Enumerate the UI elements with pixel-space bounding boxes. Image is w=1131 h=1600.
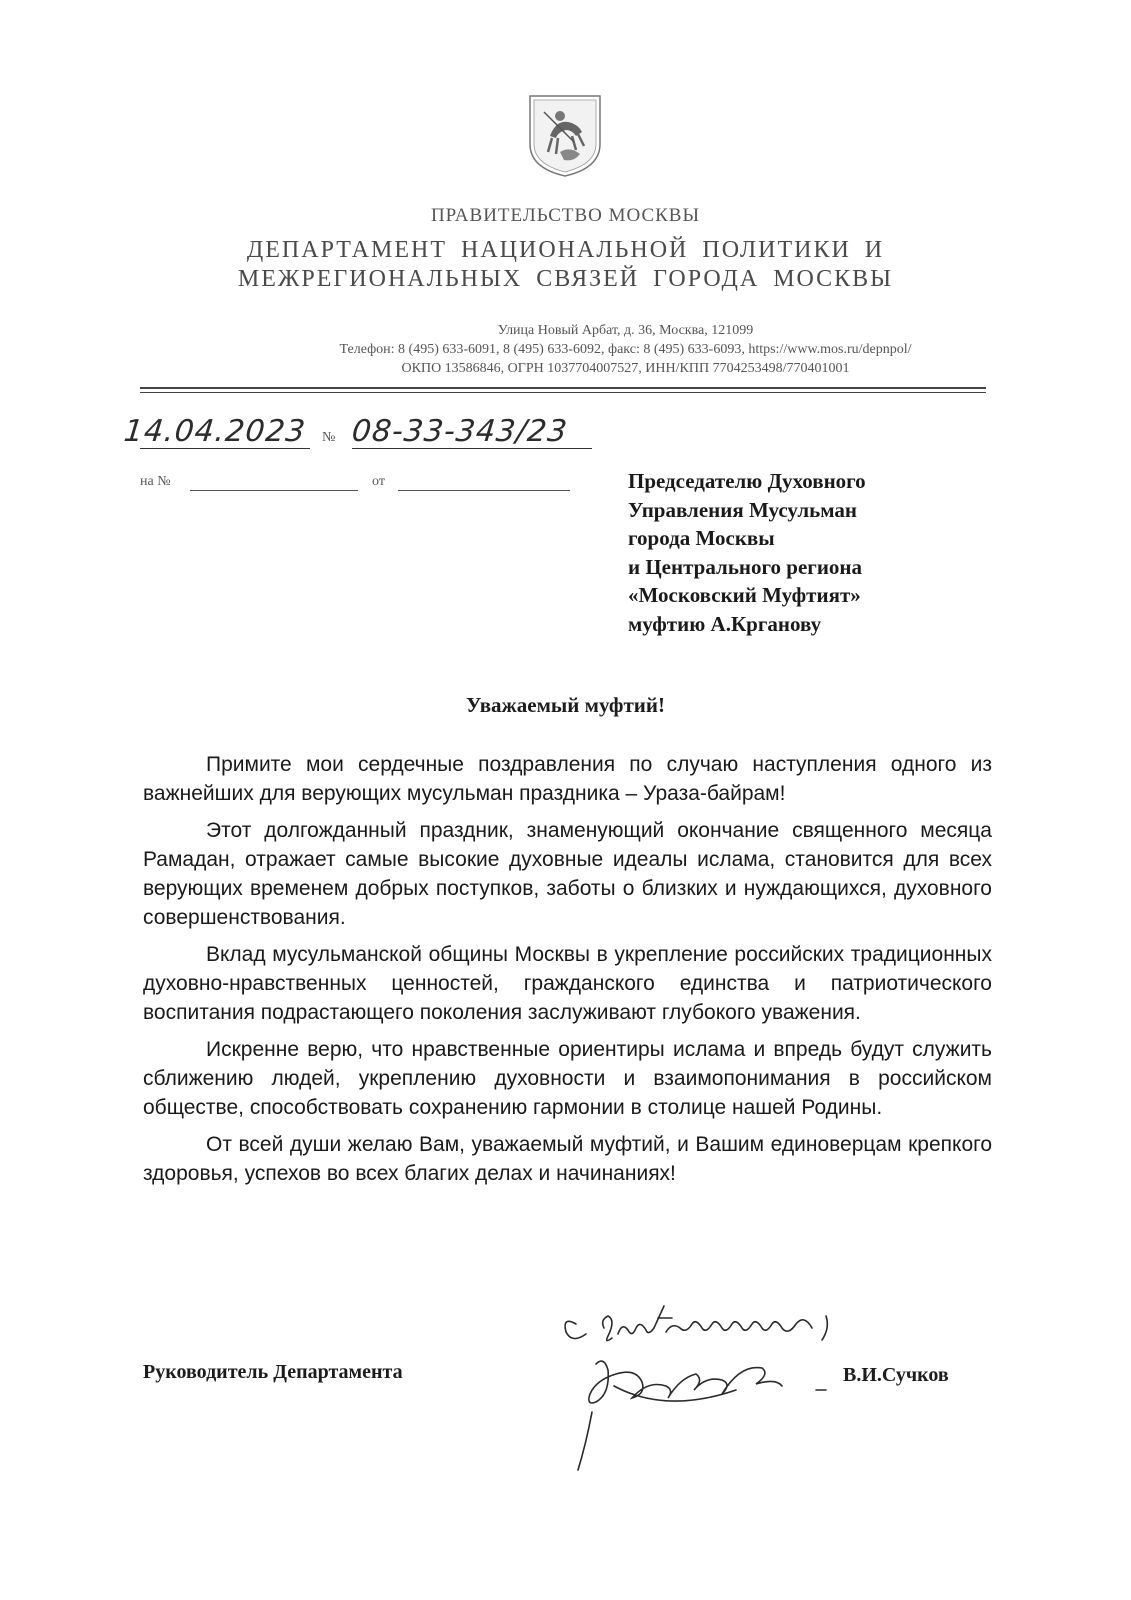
signer-title: Руководитель Департамента — [143, 1361, 403, 1383]
body-paragraph: От всей души желаю Вам, уважаемый муфтий, и Вашим единоверцам крепкого здоровья, успехов во всех благих делах и начинаниях! — [143, 1133, 992, 1185]
letter-body — [143, 750, 992, 1196]
moscow-coat-of-arms-icon — [526, 92, 604, 178]
recipient-line: муфтию А.Крганову — [628, 611, 822, 636]
number-sign: № — [322, 430, 336, 445]
recipient-line: Председателю Духовного — [628, 469, 866, 493]
department-name-line1: ДЕПАРТАМЕНТ НАЦИОНАЛЬНОЙ ПОЛИТИКИ И — [246, 237, 885, 263]
department-name-line2: МЕЖРЕГИОНАЛЬНЫХ СВЯЗЕЙ ГОРОДА МОСКВЫ — [237, 266, 894, 292]
reference-date-label: от — [372, 474, 385, 489]
reference-date-blank — [398, 490, 570, 491]
department-contacts: Телефон: 8 (495) 633-6091, 8 (495) 633-6092, факс: 8 (495) 633-6093, https://www.mos.ru/depnpol/ — [339, 342, 912, 357]
recipient-block — [628, 467, 866, 638]
body-paragraph: Примите мои сердечные поздравления по случаю наступления одного из важнейших для верующих мусульман праздника – Ураза-байрам! — [143, 753, 992, 805]
government-name: ПРАВИТЕЛЬСТВО МОСКВЫ — [430, 205, 701, 226]
recipient-line: Управления Мусульман — [628, 497, 858, 522]
department-registry: ОКПО 13586846, ОГРН 1037704007527, ИНН/КПП 7704253498/770401001 — [401, 361, 850, 376]
reference-number-label: на № — [140, 474, 171, 489]
body-paragraph: Искренне верю, что нравственные ориентиры ислама и впредь будут служить сближению людей, укреплению духовности и взаимопонимания в российском обществе, способствовать сохранению гармонии в столице нашей Родины. — [143, 1038, 992, 1119]
date-underline — [140, 448, 310, 449]
department-address: Улица Новый Арбат, д. 36, Москва, 121099 — [497, 323, 754, 338]
reference-number-blank — [190, 490, 358, 491]
letterhead-divider-thin — [140, 392, 986, 393]
body-paragraph: Этот долгожданный праздник, знаменующий окончание священного месяца Рамадан, отражает самые высокие духовные идеалы ислама, становится для всех верующих временем добрых поступков, заботы о близких и нуждающихся, духовного совершенствования. — [143, 819, 992, 929]
signer-name: В.И.Сучков — [843, 1364, 949, 1386]
outgoing-date: 14.04.2023 — [122, 414, 308, 449]
salutation: Уважаемый муфтий! — [466, 693, 665, 717]
recipient-line: «Московский Муфтият» — [628, 583, 861, 607]
recipient-line: города Москвы — [628, 526, 775, 550]
body-paragraph: Вклад мусульманской общины Москвы в укрепление российских традиционных духовно-нравственных ценностей, гражданского единства и патриотического воспитания подрастающего поколения заслуживают глубокого уважения. — [143, 943, 992, 1024]
recipient-line: и Центрального региона — [628, 554, 863, 579]
letterhead-divider — [140, 387, 986, 389]
number-underline — [352, 448, 592, 449]
outgoing-number: 08-33-343/23 — [350, 414, 570, 449]
handwritten-signature — [556, 1294, 886, 1474]
